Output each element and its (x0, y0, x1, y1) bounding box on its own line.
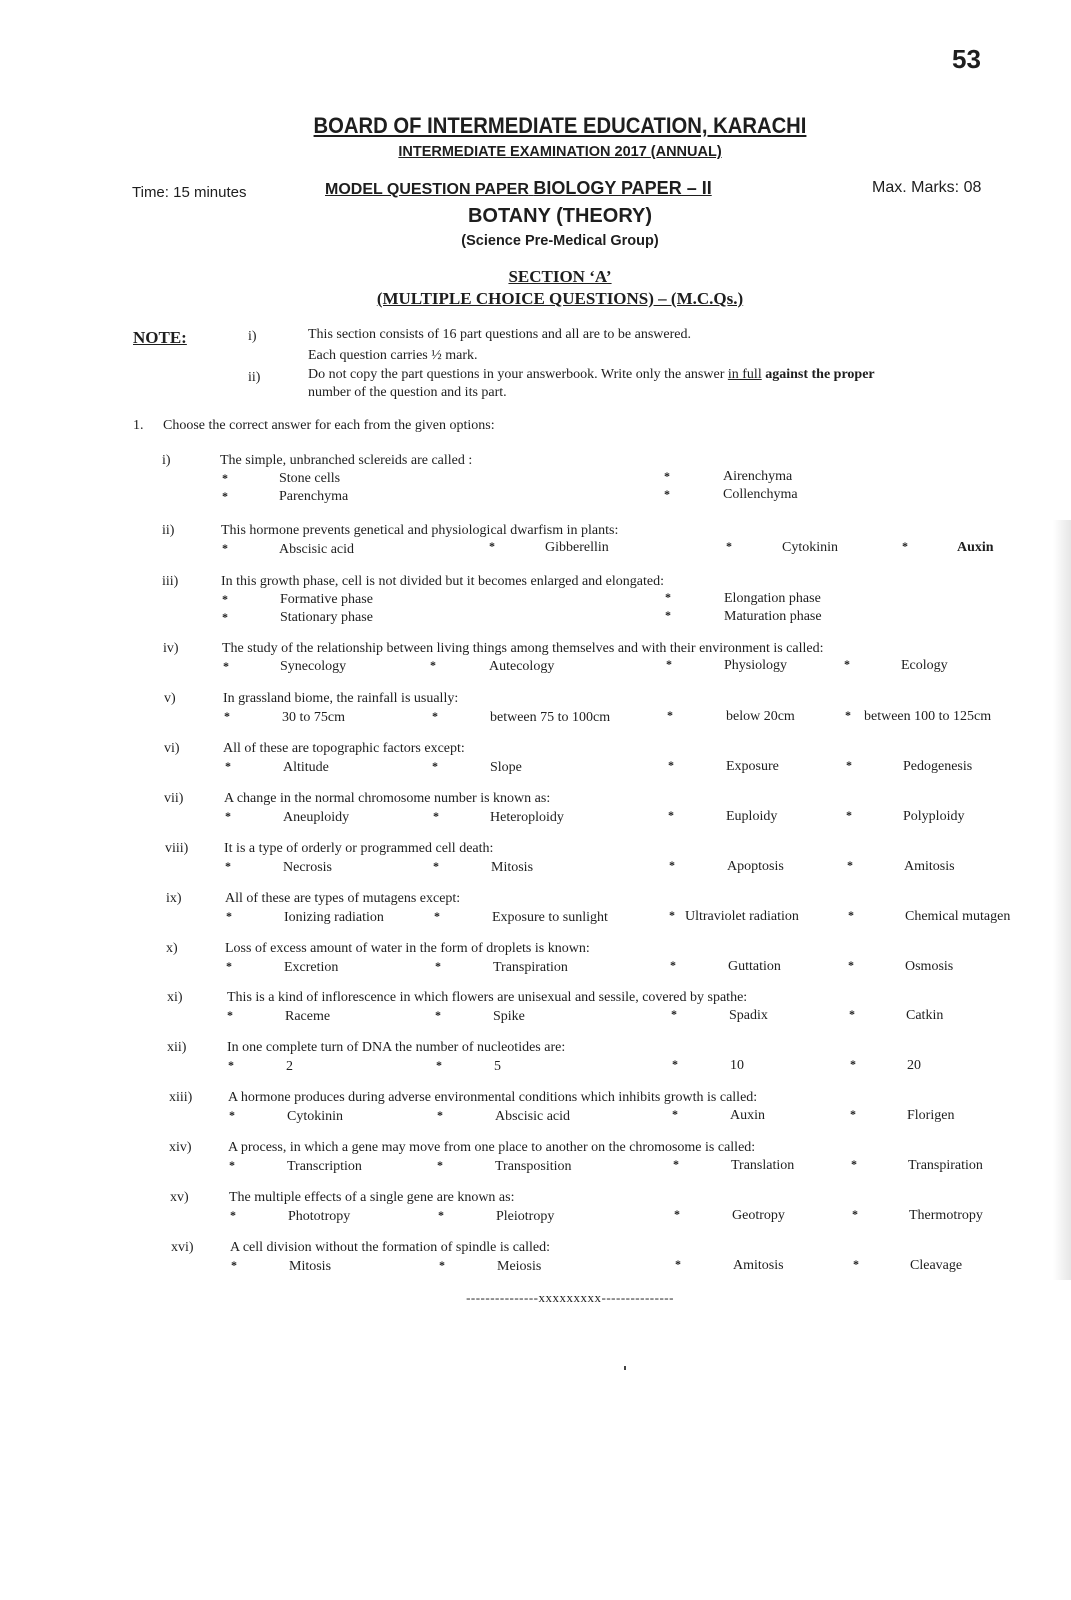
mcq-option-d: Chemical mutagen (905, 909, 1011, 924)
section-subtitle: (MULTIPLE CHOICE QUESTIONS) – (M.C.Qs.) (376, 289, 744, 308)
question-instruction: Choose the correct answer for each from the given options: (163, 418, 495, 433)
option-bullet: * (845, 708, 851, 722)
mcq-option-d: Amitosis (904, 859, 955, 874)
mcq-stem: The multiple effects of a single gene are known as: (229, 1190, 515, 1205)
option-bullet: * (668, 758, 674, 772)
option-bullet: * (226, 959, 232, 973)
scan-speck (624, 1366, 626, 1370)
mcq-item (0, 791, 1071, 841)
option-bullet: * (669, 858, 675, 872)
mcq-item (0, 1090, 1071, 1140)
mcq-option-c: Airenchyma (723, 469, 793, 484)
option-bullet: * (432, 759, 438, 773)
option-bullet: * (664, 469, 670, 483)
option-bullet: * (844, 657, 850, 671)
mcq-option-a: Ionizing radiation (284, 910, 384, 925)
mcq-option-b: Spike (493, 1009, 525, 1024)
mcq-stem: In this growth phase, cell is not divided but it becomes enlarged and elongated: (221, 574, 664, 589)
mcq-stem: A process, in which a gene may move from one place to another on the chromosome is called: (228, 1140, 756, 1155)
mcq-option-d: Thermotropy (909, 1208, 983, 1223)
mcq-number: xiv) (169, 1140, 192, 1155)
option-bullet: * (222, 541, 228, 555)
option-bullet: * (433, 859, 439, 873)
mcq-option-b: Gibberellin (545, 540, 609, 555)
mcq-option-c: Apoptosis (727, 859, 784, 874)
mcq-number: iii) (162, 574, 179, 589)
mcq-option-b: Transposition (495, 1159, 572, 1174)
mcq-option-c: Ultraviolet radiation (685, 909, 799, 924)
option-bullet: * (223, 659, 229, 673)
option-bullet: * (846, 808, 852, 822)
mcq-option-a: Necrosis (283, 860, 332, 875)
mcq-number: xv) (170, 1190, 189, 1205)
mcq-option-c: Elongation phase (724, 591, 821, 606)
note-ii-in-full: in full (727, 367, 762, 382)
option-bullet: * (846, 758, 852, 772)
group-title: (Science Pre-Medical Group) (461, 233, 659, 249)
mcq-option-b: between 75 to 100cm (490, 710, 611, 725)
option-bullet: * (850, 1057, 856, 1071)
mcq-item (0, 841, 1071, 891)
option-bullet: * (225, 809, 231, 823)
mcq-option-a: Transcription (287, 1159, 362, 1174)
mcq-option-a: Aneuploidy (283, 810, 350, 825)
option-bullet: * (222, 592, 228, 606)
option-bullet: * (433, 809, 439, 823)
note-ii-line2: number of the question and its part. (308, 385, 507, 400)
mcq-option-c: Guttation (728, 959, 781, 974)
mcq-stem: This is a kind of inflorescence in which flowers are unisexual and sessile, covered by spathe: (227, 990, 748, 1005)
mcq-stem: This hormone prevents genetical and physiological dwarfism in plants: (221, 523, 619, 538)
mcq-option-b: Heteroploidy (490, 810, 564, 825)
mcq-option-b: Abscisic acid (495, 1109, 571, 1124)
mcq-option-b: Slope (490, 760, 522, 775)
mcq-number: v) (164, 691, 176, 706)
mcq-stem: Loss of excess amount of water in the form of droplets is known: (225, 941, 590, 956)
mcq-item (0, 641, 1071, 691)
option-bullet: * (849, 1007, 855, 1021)
mcq-option-b: Pleiotropy (496, 1209, 555, 1224)
option-bullet: * (665, 608, 671, 622)
note-ii-line1-start: Do not copy the part questions in your answerbook. Write only the answer (308, 367, 728, 382)
option-bullet: * (674, 1207, 680, 1221)
mcq-option-b: Exposure to sunlight (492, 910, 608, 925)
exam-title: INTERMEDIATE EXAMINATION 2017 (ANNUAL) (398, 144, 722, 160)
mcq-option-c: Amitosis (733, 1258, 784, 1273)
mcq-option-d: Maturation phase (724, 609, 822, 624)
mcq-option-b: Mitosis (491, 860, 534, 875)
option-bullet: * (852, 1207, 858, 1221)
mcq-item (0, 1190, 1071, 1240)
mcq-option-b: Transpiration (493, 960, 568, 975)
option-bullet: * (229, 1108, 235, 1122)
mcq-option-d: Cleavage (910, 1258, 963, 1273)
mcq-option-b: 5 (494, 1059, 501, 1074)
option-bullet: * (673, 1157, 679, 1171)
mcq-option-d: between 100 to 125cm (864, 709, 992, 724)
max-marks: Max. Marks: 08 (872, 179, 982, 196)
mcq-item (0, 941, 1071, 991)
mcq-number: xi) (167, 990, 183, 1005)
mcq-option-d: Florigen (907, 1108, 955, 1123)
mcq-option-b: Autecology (489, 659, 555, 674)
mcq-stem: All of these are topographic factors except: (223, 741, 465, 756)
mcq-number: vi) (164, 741, 180, 756)
mcq-option-d: Auxin (957, 540, 994, 555)
option-bullet: * (675, 1257, 681, 1271)
option-bullet: * (436, 1058, 442, 1072)
mcq-number: xii) (167, 1040, 187, 1055)
mcq-stem: The simple, unbranched sclereids are called : (220, 453, 473, 468)
mcq-option-d: Ecology (901, 658, 948, 673)
mcq-item (0, 1140, 1071, 1190)
mcq-option-a: Raceme (285, 1009, 331, 1024)
note-ii-line1-end: against the proper (761, 367, 875, 382)
mcq-option-a: Stone cells (279, 471, 341, 486)
mcq-option-c: Translation (731, 1158, 795, 1173)
mcq-option-a: Mitosis (289, 1259, 332, 1274)
option-bullet: * (669, 908, 675, 922)
mcq-option-d: Osmosis (905, 959, 954, 974)
mcq-option-d: Transpiration (908, 1158, 983, 1173)
option-bullet: * (672, 1107, 678, 1121)
mcq-item (0, 453, 1071, 503)
mcq-number: vii) (164, 791, 184, 806)
mcq-item (0, 691, 1071, 741)
mcq-number: iv) (163, 641, 179, 656)
page-number: 53 (952, 44, 981, 74)
mcq-option-a: 2 (286, 1059, 293, 1074)
option-bullet: * (225, 859, 231, 873)
mcq-stem: The study of the relationship between living things among themselves and with their environment is called: (222, 641, 824, 656)
page-edge-shadow (1053, 520, 1071, 1280)
note-i-line2: Each question carries ½ mark. (308, 348, 478, 363)
option-bullet: * (726, 539, 732, 553)
option-bullet: * (664, 487, 670, 501)
option-bullet: * (902, 539, 908, 553)
mcq-option-a: Cytokinin (287, 1109, 344, 1124)
mcq-stem: A cell division without the formation of spindle is called: (230, 1240, 551, 1255)
mcq-option-c: Physiology (724, 658, 788, 673)
time-allowed: Time: 15 minutes (132, 184, 247, 201)
note-label: NOTE: (133, 328, 187, 347)
mcq-option-c: Spadix (729, 1008, 768, 1023)
mcq-number: xiii) (169, 1090, 193, 1105)
option-bullet: * (847, 858, 853, 872)
option-bullet: * (226, 909, 232, 923)
model-paper-label: MODEL QUESTION PAPER (325, 181, 529, 198)
mcq-number: ix) (166, 891, 182, 906)
mcq-item (0, 523, 1071, 573)
mcq-stem: It is a type of orderly or programmed cell death: (224, 841, 494, 856)
note-ii-line1 (308, 367, 875, 383)
mcq-option-d: Catkin (906, 1008, 944, 1023)
option-bullet: * (848, 908, 854, 922)
subject-title: BOTANY (THEORY) (467, 205, 653, 227)
mcq-item (0, 1040, 1071, 1090)
option-bullet: * (437, 1158, 443, 1172)
mcq-option-b: Stationary phase (280, 610, 373, 625)
model-paper-title (325, 178, 712, 199)
option-bullet: * (489, 539, 495, 553)
option-bullet: * (665, 590, 671, 604)
paper-name: BIOLOGY PAPER – II (533, 178, 712, 198)
option-bullet: * (667, 708, 673, 722)
option-bullet: * (229, 1158, 235, 1172)
mcq-number: viii) (165, 841, 189, 856)
mcq-option-d: 20 (907, 1058, 921, 1073)
option-bullet: * (435, 1008, 441, 1022)
option-bullet: * (434, 909, 440, 923)
option-bullet: * (438, 1208, 444, 1222)
mcq-item (0, 1240, 1071, 1290)
option-bullet: * (670, 958, 676, 972)
mcq-option-a: Synecology (280, 659, 347, 674)
option-bullet: * (853, 1257, 859, 1271)
mcq-option-a: Phototropy (288, 1209, 351, 1224)
mcq-option-c: 10 (730, 1058, 744, 1073)
option-bullet: * (228, 1058, 234, 1072)
option-bullet: * (224, 709, 230, 723)
mcq-number: ii) (162, 523, 175, 538)
mcq-stem: In one complete turn of DNA the number of nucleotides are: (227, 1040, 566, 1055)
mcq-option-a: 30 to 75cm (282, 710, 345, 725)
mcq-stem: A hormone produces during adverse environmental conditions which inhibits growth is called: (228, 1090, 758, 1105)
option-bullet: * (671, 1007, 677, 1021)
option-bullet: * (435, 959, 441, 973)
mcq-option-c: Geotropy (732, 1208, 785, 1223)
note-i-number: i) (248, 329, 257, 344)
mcq-option-c: Auxin (730, 1108, 765, 1123)
mcq-stem: A change in the normal chromosome number is known as: (224, 791, 551, 806)
mcq-option-a: Excretion (284, 960, 339, 975)
option-bullet: * (230, 1208, 236, 1222)
mcq-option-d: Collenchyma (723, 487, 798, 502)
section-title: SECTION ‘A’ (508, 267, 612, 286)
option-bullet: * (672, 1057, 678, 1071)
note-ii-number: ii) (248, 370, 261, 385)
option-bullet: * (227, 1008, 233, 1022)
mcq-option-b: Meiosis (497, 1259, 542, 1274)
mcq-stem: All of these are types of mutagens except: (225, 891, 461, 906)
mcq-item (0, 990, 1071, 1040)
mcq-option-c: Cytokinin (782, 540, 839, 555)
note-i-line1: This section consists of 16 part questions and all are to be answered. (308, 327, 691, 342)
mcq-option-c: Euploidy (726, 809, 778, 824)
option-bullet: * (666, 657, 672, 671)
mcq-item (0, 891, 1071, 941)
mcq-item (0, 741, 1071, 791)
option-bullet: * (222, 610, 228, 624)
mcq-number: x) (166, 941, 178, 956)
option-bullet: * (850, 1107, 856, 1121)
option-bullet: * (222, 471, 228, 485)
mcq-number: i) (162, 453, 171, 468)
option-bullet: * (439, 1258, 445, 1272)
mcq-option-d: Pedogenesis (903, 759, 973, 774)
mcq-option-a: Altitude (283, 760, 329, 775)
mcq-option-d: Polyploidy (903, 809, 965, 824)
option-bullet: * (430, 658, 436, 672)
option-bullet: * (668, 808, 674, 822)
option-bullet: * (848, 958, 854, 972)
mcq-option-a: Formative phase (280, 592, 373, 607)
mcq-option-c: Exposure (726, 759, 779, 774)
option-bullet: * (222, 489, 228, 503)
mcq-number: xvi) (171, 1240, 194, 1255)
option-bullet: * (231, 1258, 237, 1272)
mcq-item (0, 574, 1071, 624)
end-of-section-line: ---------------xxxxxxxxx--------------- (466, 1290, 674, 1305)
option-bullet: * (437, 1108, 443, 1122)
question-number: 1. (133, 418, 144, 433)
option-bullet: * (225, 759, 231, 773)
mcq-stem: In grassland biome, the rainfall is usually: (223, 691, 459, 706)
option-bullet: * (851, 1157, 857, 1171)
board-title: BOARD OF INTERMEDIATE EDUCATION, KARACHI (313, 113, 807, 138)
mcq-option-c: below 20cm (726, 709, 795, 724)
mcq-option-b: Parenchyma (279, 489, 349, 504)
option-bullet: * (432, 709, 438, 723)
mcq-option-a: Abscisic acid (279, 542, 355, 557)
